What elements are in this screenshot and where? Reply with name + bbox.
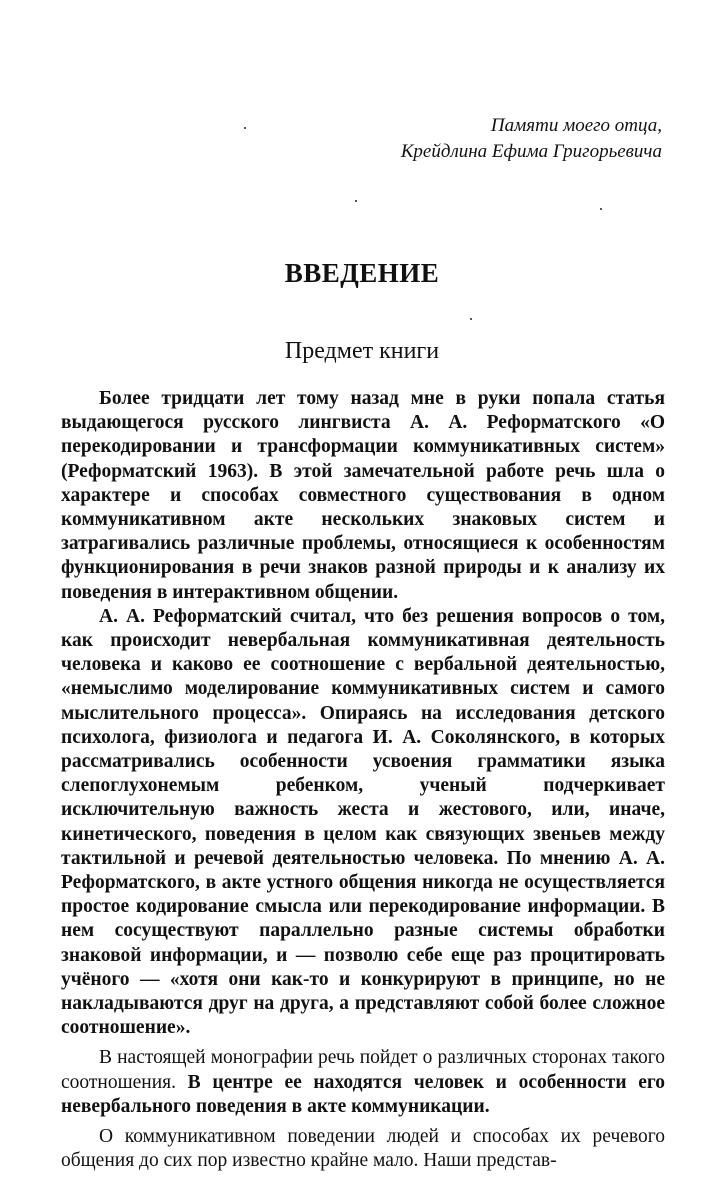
paragraph-3 xyxy=(61,1046,665,1119)
paragraph-3-emphasis: В центре ее находятся человек и особенности его невербального поведения в акте коммуникации. xyxy=(61,1071,666,1117)
paragraph-2: А. А. Реформатский считал, что без решения вопросов о том, как происходит невербальная коммуникативная деятельность человека и каково ее соотношение с вербальной деятельностью, «немыслимо моделирование коммуникативных систем и самого мыслительного процесса». Опираясь на исследования детского психолога, физиолога и педагога И. А. Соколянского, в которых рассматривались особенности усвоения грамматики языка слепоглухонемым ребенком, ученый подчеркивает исключительную важность жеста и жестового, или, иначе, кинетического, поведения в целом как связующих звеньев между тактильной и речевой деятельностью человека. По мнению А. А. Реформатского, в акте устного общения никогда не осуществляется простое кодирование смысла или перекодирование информации. В нем сосуществуют параллельно разные системы обработки знаковой информации, и — позволю себе еще раз процитировать учёного — «хотя они как-то и конкурируют в принципе, но не накладываются друг на друга, а представляют собой более сложное соотношение». xyxy=(61,605,665,1039)
dedication-line-1: Памяти моего отца, xyxy=(490,115,662,136)
paragraph-3-lead: В настоящей монографии речь пойдет о различных сторонах такого соотношения. xyxy=(61,1047,665,1093)
dedication-line-2: Крейдлина Ефима Григорьевича xyxy=(400,141,662,162)
section-title: Предмет книги xyxy=(284,338,440,364)
paragraph-4: О коммуникативном поведении людей и способах их речевого общения до сих пор известно крайне мало. Наши представ- xyxy=(61,1126,665,1172)
paragraph-1: Более тридцати лет тому назад мне в руки попала статья выдающегося русского лингвиста А. А. Реформатского «О перекодировании и трансформации коммуникативных систем» (Реформатский 1963). В этой замечательной работе речь шла о характере и способах совместного существования в одном коммуникативном акте нескольких знаковых систем и затрагивались различные проблемы, относящиеся к особенностям функционирования в речи знаков разной природы и к анализу их поведения в интерактивном общении. xyxy=(61,388,665,603)
print-speck xyxy=(470,318,472,320)
body-text xyxy=(61,387,665,1174)
print-speck xyxy=(244,127,246,129)
chapter-title: ВВЕДЕНИЕ xyxy=(284,258,440,288)
dedication xyxy=(401,113,662,165)
print-speck xyxy=(355,200,357,202)
print-speck xyxy=(600,208,602,210)
